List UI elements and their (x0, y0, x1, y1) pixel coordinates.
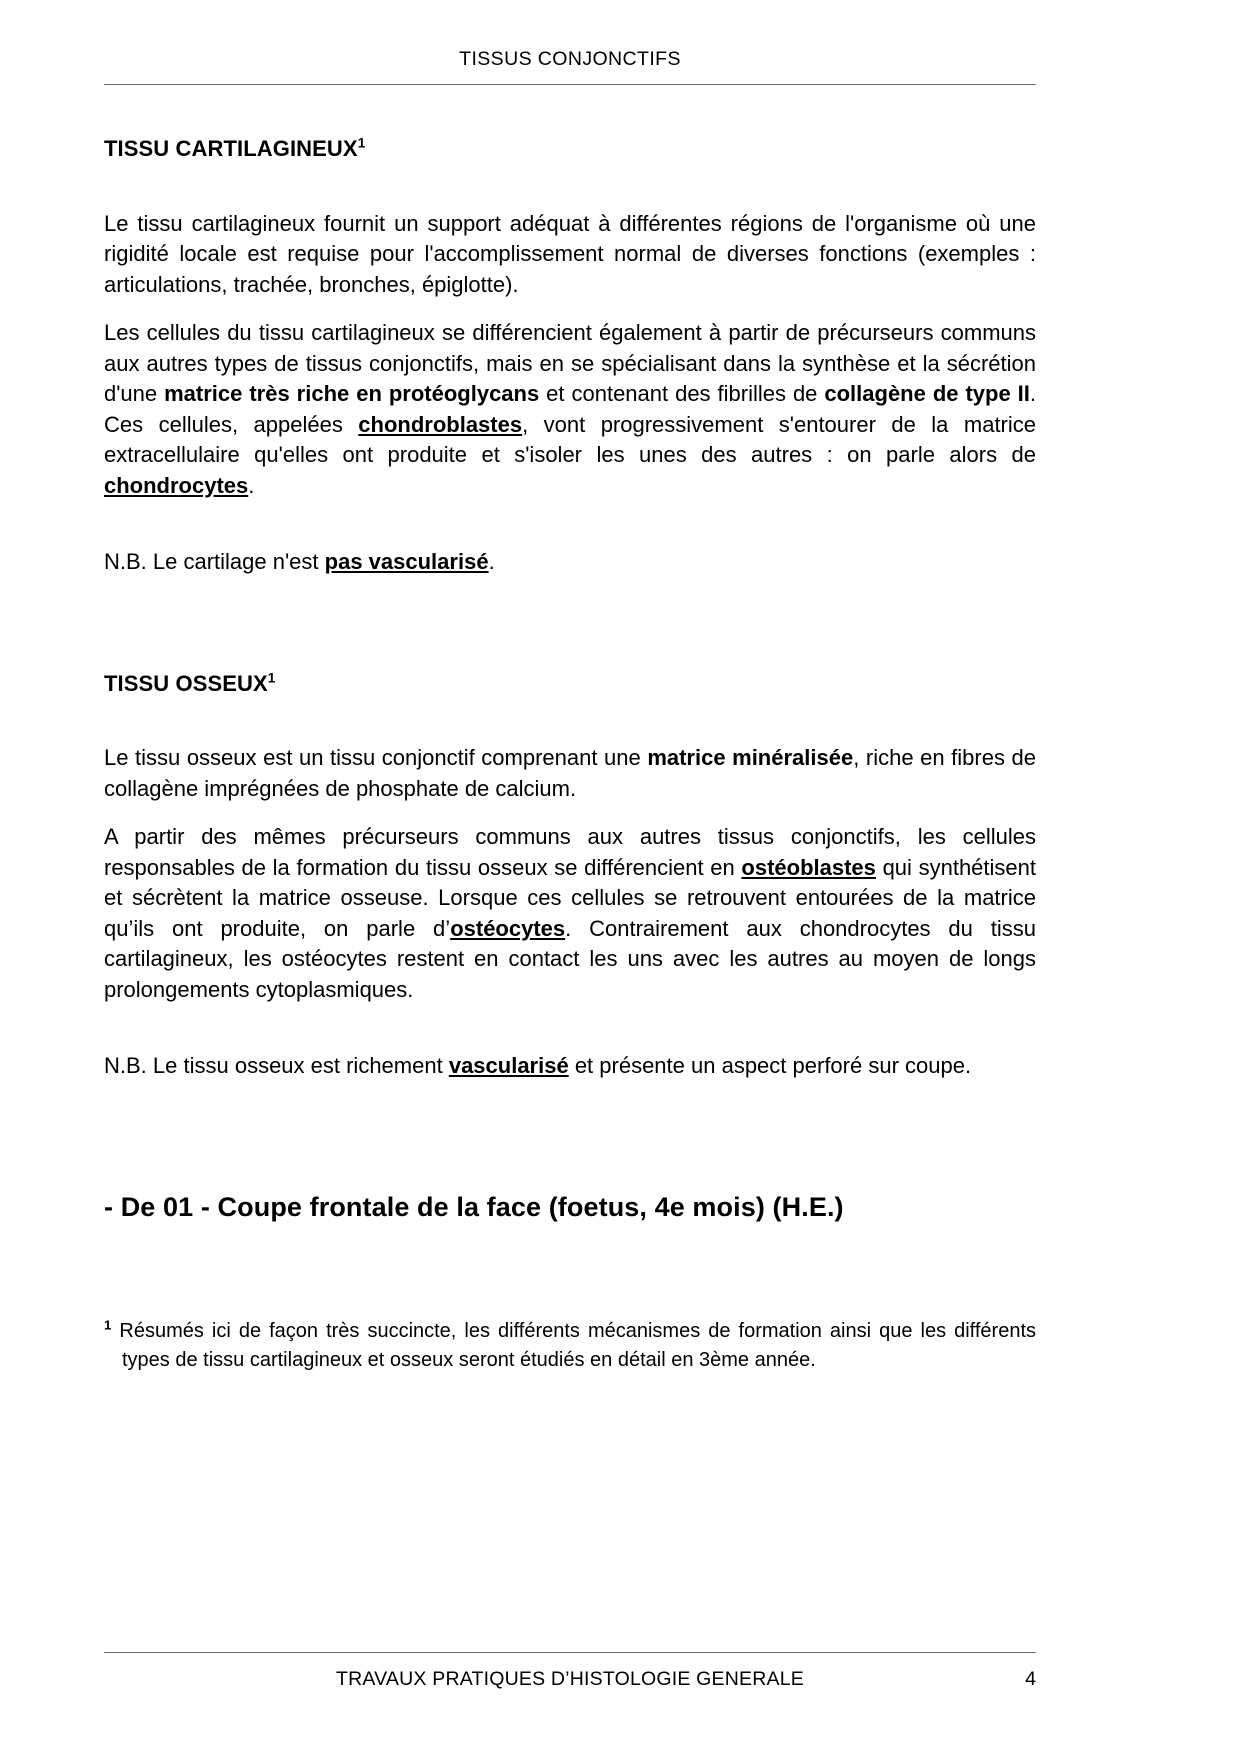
footnote-marker: 1 (104, 1316, 112, 1332)
section-heading-cartilage-footnote-marker: 1 (357, 135, 366, 151)
note-osseux-vascularisation (104, 1051, 1036, 1082)
footer-divider (104, 1652, 1036, 1653)
section-heading-cartilage-label: TISSU CARTILAGINEUX (104, 136, 358, 161)
text-run: . Ces cellules, appelées (104, 381, 1037, 437)
section-heading-osseux-footnote-marker: 1 (267, 670, 276, 686)
page-footer (104, 1652, 1036, 1694)
text-run: , riche en fibres de collagène imprégnées de phosphate de calcium. (104, 745, 1036, 801)
text-run: et contenant des fibrilles de (539, 381, 825, 406)
emphasis-matrice-proteoglycans: matrice très riche en protéoglycans (164, 381, 540, 406)
text-run: . Contrairement aux chondrocytes du tissu cartilagineux, les ostéocytes restent en contact les uns avec les autres au moyen de longs prolongements cytoplasmiques. (104, 915, 1036, 1002)
text-run: A partir des mêmes précurseurs communs aux autres tissus conjonctifs, les cellules responsables de la formation du tissu osseux se différencient en (104, 824, 1036, 880)
text-run: . (488, 549, 495, 574)
text-run: qui synthétisent et sécrètent la matrice osseuse. Lorsque ces cellules se retrouvent entourées de la matrice qu’ils ont produite, on parle d’ (104, 854, 1036, 941)
spacer (104, 501, 1036, 547)
term-osteocytes: ostéocytes (450, 915, 566, 941)
paragraph-osseux-intro (104, 743, 1036, 804)
paragraph-osseux-cells (104, 822, 1036, 1005)
text-run: . (248, 472, 255, 498)
spacer (104, 697, 1036, 743)
text-run: , vont progressivement s'entourer de la matrice extracellulaire qu'elles ont produite et s'isoler les unes des autres : on parle alors de (104, 411, 1036, 467)
text-run: Le tissu osseux est un tissu conjonctif comprenant une (104, 745, 648, 770)
term-osteoblastes: ostéoblastes (741, 854, 876, 880)
spacer (104, 804, 1036, 822)
note-cartilage-vascularisation (104, 547, 1036, 578)
page-number: 4 (1025, 1668, 1036, 1690)
text-run: et présente un aspect perforé sur coupe. (568, 1053, 972, 1078)
spacer (104, 1005, 1036, 1051)
paragraph-cartilage-intro-text: Le tissu cartilagineux fournit un support adéquat à différentes régions de l'organisme où une rigidité locale est requise pour l'accomplissement normal de diverses fonctions (exemples : articulations, trachée, bronches, épiglotte). (104, 210, 1036, 297)
emphasis-collagene-type-ii: collagène de type II (824, 381, 1030, 406)
text-run: N.B. Le tissu osseux est richement (104, 1053, 449, 1078)
footnote-1 (104, 1317, 1036, 1375)
emphasis-matrice-mineralisee: matrice minéralisée (647, 745, 854, 770)
term-vascularise: vascularisé (448, 1053, 569, 1078)
page-header (104, 48, 1036, 85)
section-heading-cartilage (104, 135, 1036, 163)
spacer (104, 1082, 1036, 1190)
term-chondroblastes: chondroblastes (358, 411, 523, 437)
paragraph-cartilage-cells (104, 318, 1036, 501)
text-run: N.B. Le cartilage n'est (104, 549, 325, 574)
spacer (104, 300, 1036, 318)
section-heading-osseux (104, 670, 1036, 698)
text-run: Les cellules du tissu cartilagineux se différencient également à partir de précurseurs communs aux autres types de tissus conjonctifs, mais en se spécialisant dans la synthèse et la sécrétion d'une (104, 320, 1036, 406)
spacer (104, 1225, 1036, 1317)
footer-title: TRAVAUX PRATIQUES D’HISTOLOGIE GENERALE (336, 1668, 804, 1690)
section-heading-osseux-label: TISSU OSSEUX (104, 670, 268, 696)
paragraph-cartilage-intro (104, 209, 1036, 301)
header-divider (104, 84, 1036, 85)
term-pas-vascularise: pas vascularisé (324, 549, 489, 574)
footnote-text: Résumés ici de façon très succincte, les différents mécanismes de formation ainsi que les différents types de tissu cartilagineux et osseux seront étudiés en détail en 3ème année. (119, 1319, 1037, 1371)
header-title: TISSUS CONJONCTIFS (459, 48, 681, 70)
plate-title: - De 01 - Coupe frontale de la face (foetus, 4e mois) (H.E.) (104, 1191, 844, 1222)
term-chondrocytes: chondrocytes (104, 472, 249, 498)
spacer (104, 163, 1036, 209)
document-body (104, 135, 1036, 1375)
footnote-block (104, 1317, 1036, 1375)
spacer (104, 578, 1036, 670)
